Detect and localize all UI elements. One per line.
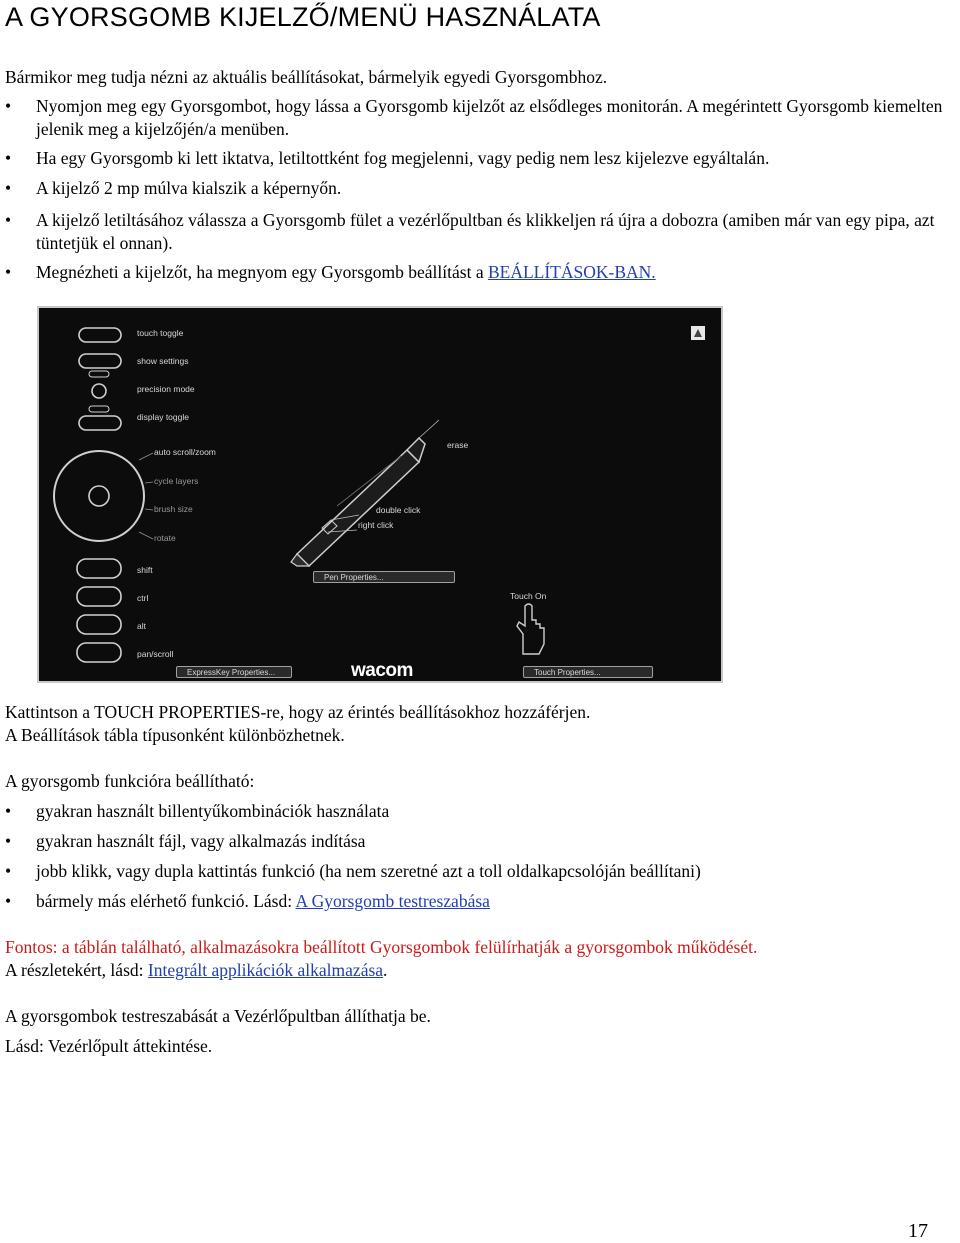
bullet-icon: •: [5, 891, 12, 911]
pen-icon: [291, 420, 439, 566]
list-item: [5, 147, 957, 170]
settings-link[interactable]: BEÁLLÍTÁSOK-BAN.: [487, 262, 656, 282]
cycle-layers-label: cycle layers: [154, 476, 199, 486]
expresskey-6: [79, 416, 121, 430]
page-title: A GYORSGOMB KIJELZŐ/MENÜ HASZNÁLATA: [5, 2, 601, 32]
right-click-label: right click: [358, 520, 394, 530]
shift-label: shift: [137, 565, 153, 575]
customize-text: A gyorsgombok testreszabását a Vezérlőpultban állíthatja be.: [5, 1006, 431, 1026]
auto-scroll-zoom-label: auto scroll/zoom: [154, 447, 216, 457]
integrated-apps-link[interactable]: Integrált applikációk alkalmazása: [147, 960, 384, 980]
list-item-text: gyakran használt billentyűkombinációk használata: [36, 801, 390, 821]
list-item: [5, 261, 957, 284]
touch-hand-icon: [517, 604, 544, 654]
rotate-label: rotate: [154, 533, 176, 543]
expresskey-5: [89, 406, 109, 412]
bullet-icon: •: [5, 96, 12, 116]
display-toggle-label: display toggle: [137, 412, 189, 422]
expresskey-7: [77, 559, 121, 578]
touch-ring: [54, 451, 144, 541]
list-item: [5, 830, 957, 853]
touch-on-label: Touch On: [510, 591, 547, 601]
list-item-text: gyakran használt fájl, vagy alkalmazás indítása: [36, 831, 366, 851]
expresskey-2: [79, 354, 121, 368]
precision-mode-label: precision mode: [137, 384, 195, 394]
brush-size-label: brush size: [154, 504, 193, 514]
bullet-icon: •: [5, 210, 12, 230]
bullet-icon: •: [5, 801, 12, 821]
list-item: [5, 860, 957, 883]
expresskey-3: [89, 371, 109, 377]
bullet-icon: •: [5, 831, 12, 851]
touch-properties-button[interactable]: Touch Properties...: [523, 666, 653, 678]
list-item: [5, 177, 957, 200]
list-item: [5, 800, 957, 823]
expresskey-display-screenshot: [37, 306, 723, 683]
list-item: [5, 209, 957, 255]
touch-ring-center: [89, 486, 109, 506]
alt-label: alt: [137, 621, 146, 631]
details-suffix: .: [383, 960, 388, 980]
expresskey-8: [77, 587, 121, 606]
customize-expresskey-link[interactable]: A Gyorsgomb testreszabása: [295, 891, 490, 911]
pan-scroll-label: pan/scroll: [137, 649, 174, 659]
list-item-text: A kijelző 2 mp múlva kialszik a képernyőn.: [36, 178, 342, 198]
expresskey-4: [92, 384, 106, 398]
pen-properties-button[interactable]: Pen Properties...: [313, 571, 455, 583]
details-text: A részletekért, lásd:: [5, 960, 148, 980]
bullet-icon: •: [5, 262, 12, 282]
settings-vary-text: A Beállítások tábla típusonként különbözhetnek.: [5, 725, 345, 745]
double-click-label: double click: [376, 505, 421, 515]
expresskey-properties-button[interactable]: ExpressKey Properties...: [176, 666, 292, 678]
touch-properties-text: Kattintson a TOUCH PROPERTIES-re, hogy az érintés beállításokhoz hozzáférjen.: [5, 702, 591, 722]
list-item-text: Ha egy Gyorsgomb ki lett iktatva, letiltottként fog megjelenni, vagy pedig nem lesz kijelezve egyáltalán.: [36, 148, 770, 168]
wacom-logo: wacom: [351, 660, 413, 681]
list-item-text: Nyomjon meg egy Gyorsgombot, hogy lássa a Gyorsgomb kijelzőt az elsődleges monitorán. A megérintett Gyorsgomb kiemelten jelenik meg a kijelzőjén/a menüben.: [36, 96, 943, 139]
list-item-text: bármely más elérhető funkció. Lásd:: [36, 891, 296, 911]
touch-toggle-label: touch toggle: [137, 328, 184, 338]
list-item-text: jobb klikk, vagy dupla kattintás funkció (ha nem szeretné azt a toll oldalkapcsolóján beállítani): [36, 861, 701, 881]
bullet-icon: •: [5, 861, 12, 881]
ctrl-label: ctrl: [137, 593, 149, 603]
bullet-icon: •: [5, 148, 12, 168]
bullet-icon: •: [5, 178, 12, 198]
details-line: [5, 959, 387, 981]
intro-text: Bármikor meg tudja nézni az aktuális beállításokat, bármelyik egyedi Gyorsgombhoz.: [5, 67, 608, 87]
see-control-panel-text: Lásd: Vezérlőpult áttekintése.: [5, 1036, 213, 1056]
list-item: [5, 890, 957, 913]
tablet-settings-icon: [691, 326, 705, 340]
expresskey-9: [77, 615, 121, 634]
expresskey-10: [77, 643, 121, 662]
list-item-text: A kijelző letiltásához válassza a Gyorsgomb fület a vezérlőpultban és klikkeljen rá újra a dobozra (amiben már van egy pipa, azt tüntetjük el onnan).: [36, 210, 935, 253]
function-intro-text: A gyorsgomb funkcióra beállítható:: [5, 771, 255, 791]
list-item-text: Megnézheti a kijelzőt, ha megnyom egy Gyorsgomb beállítást a: [36, 262, 488, 282]
list-item: [5, 95, 957, 141]
page-number: 17: [908, 1220, 928, 1242]
erase-label: erase: [447, 440, 469, 450]
show-settings-label: show settings: [137, 356, 189, 366]
expresskey-1: [79, 328, 121, 342]
important-notice: Fontos: a táblán található, alkalmazásokra beállított Gyorsgombok felülírhatják a gyorsgombok működését.: [5, 937, 758, 957]
